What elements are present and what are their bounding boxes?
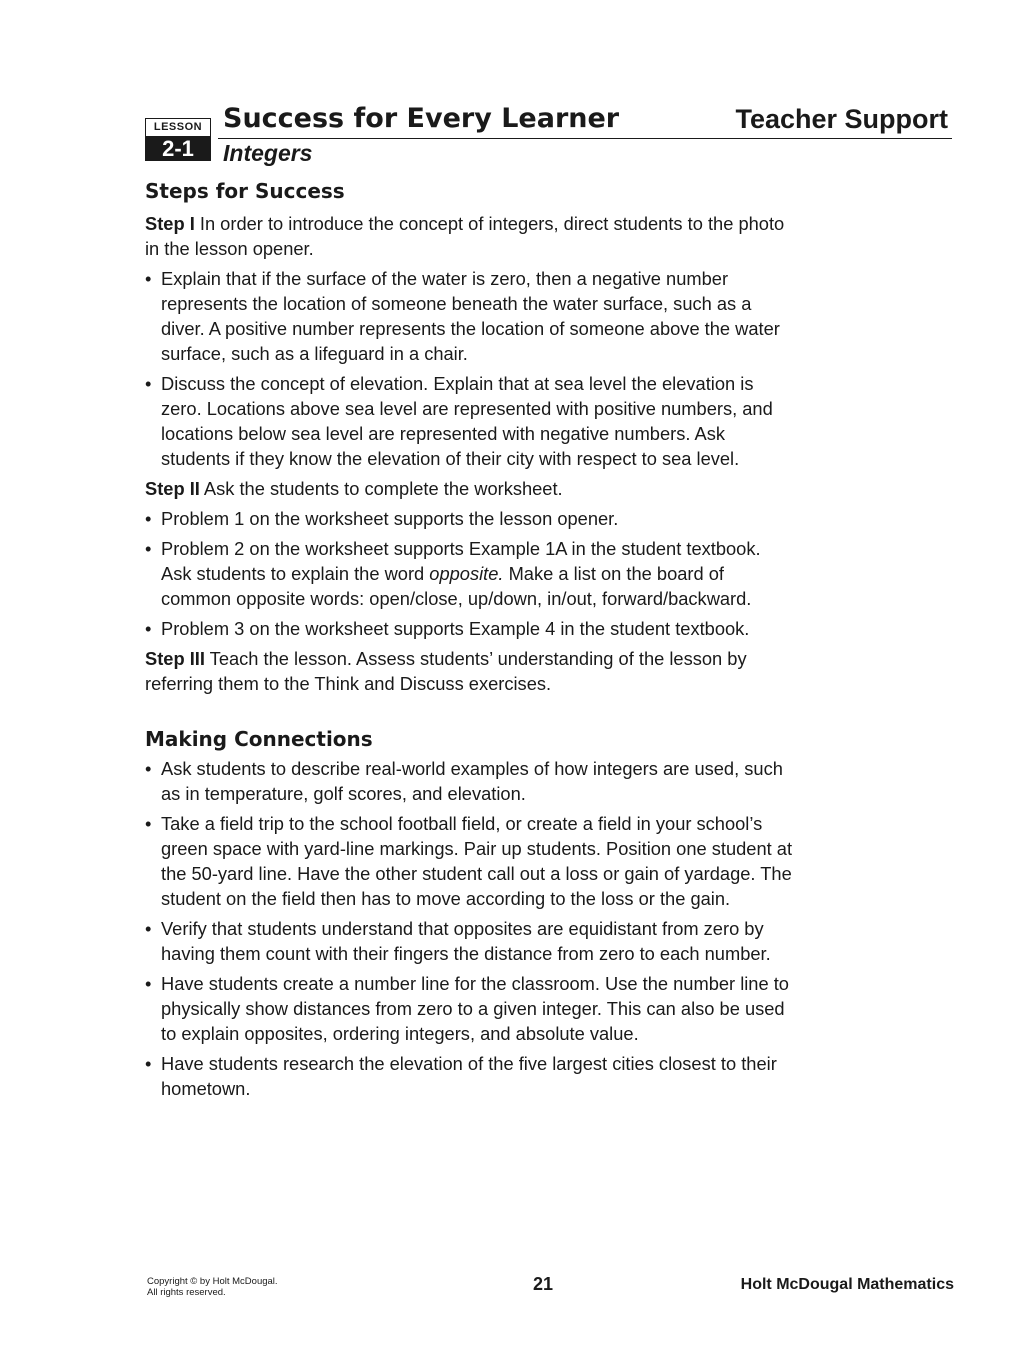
list-item: • Problem 3 on the worksheet supports Example 4 in the student textbook. <box>145 616 795 641</box>
step-1-text: In order to introduce the concept of integers, direct students to the photo in the lesson opener. <box>145 213 785 259</box>
list-item-text: Make a list on the board of common opposite words: open/close, up/down, in/out, forward/backward. <box>161 563 752 609</box>
copyright-line: All rights reserved. <box>147 1287 226 1298</box>
step-2 <box>145 476 795 501</box>
step-2-text: Ask the students to complete the worksheet. <box>199 478 563 499</box>
step-3 <box>145 646 795 696</box>
list-item-text: Problem 2 on the worksheet supports Example 1A in the student textbook. Ask students to explain the word <box>161 538 761 584</box>
connections-heading: Making Connections <box>145 727 373 751</box>
lesson-badge <box>145 118 211 162</box>
step-2-bullets <box>145 506 795 641</box>
series-title: Success for Every Learner <box>223 103 620 134</box>
role-label: Teacher Support <box>735 104 948 134</box>
copyright-notice <box>147 1276 347 1298</box>
list-item: • Explain that if the surface of the water is zero, then a negative number represents the location of someone beneath the water surface, such as a diver. A positive number represents the location of someone above the water surface, such as a lifeguard in a chair. <box>145 266 795 366</box>
main-content <box>145 176 795 1106</box>
page-number: 21 <box>533 1274 554 1294</box>
step-3-label: Step III <box>145 648 205 669</box>
list-item: • Have students create a number line for the classroom. Use the number line to physically show distances from zero to a given integer. This can also be used to explain opposites, ordering integers, and absolute value. <box>145 971 795 1046</box>
header-divider <box>218 138 952 139</box>
step-3-text: Teach the lesson. Assess students’ understanding of the lesson by referring them to the Think and Discuss exercises. <box>145 648 747 694</box>
copyright-line: Copyright © by Holt McDougal. <box>147 1276 278 1287</box>
list-item: • Have students research the elevation of the five largest cities closest to their hometown. <box>145 1051 795 1101</box>
step-1-label: Step I <box>145 213 195 234</box>
emphasized-word: opposite. <box>429 563 504 584</box>
connections-bullets <box>145 756 795 1101</box>
step-1-bullets <box>145 266 795 471</box>
steps-heading: Steps for Success <box>145 179 345 203</box>
list-item <box>145 536 795 611</box>
lesson-number: 2-1 <box>145 137 211 161</box>
list-item: • Problem 1 on the worksheet supports the lesson opener. <box>145 506 795 531</box>
lesson-label: LESSON <box>145 118 211 137</box>
list-item: • Ask students to describe real-world examples of how integers are used, such as in temperature, golf scores, and elevation. <box>145 756 795 806</box>
list-item: • Discuss the concept of elevation. Explain that at sea level the elevation is zero. Locations above sea level are represented with positive numbers, and locations below sea level are represented with negative numbers. Ask students if they know the elevation of their city with respect to sea level. <box>145 371 795 471</box>
publisher-name: Holt McDougal Mathematics <box>740 1276 954 1293</box>
step-2-label: Step II <box>145 478 200 499</box>
list-item: • Verify that students understand that opposites are equidistant from zero by having them count with their fingers the distance from zero to each number. <box>145 916 795 966</box>
lesson-topic: Integers <box>223 140 313 166</box>
list-item: • Take a field trip to the school football field, or create a field in your school’s green space with yard-line markings. Pair up students. Position one student at the 50-yard line. Have the other student call out a loss or gain of yardage. The student on the field then has to move according to the loss or the gain. <box>145 811 795 911</box>
step-1 <box>145 211 795 261</box>
